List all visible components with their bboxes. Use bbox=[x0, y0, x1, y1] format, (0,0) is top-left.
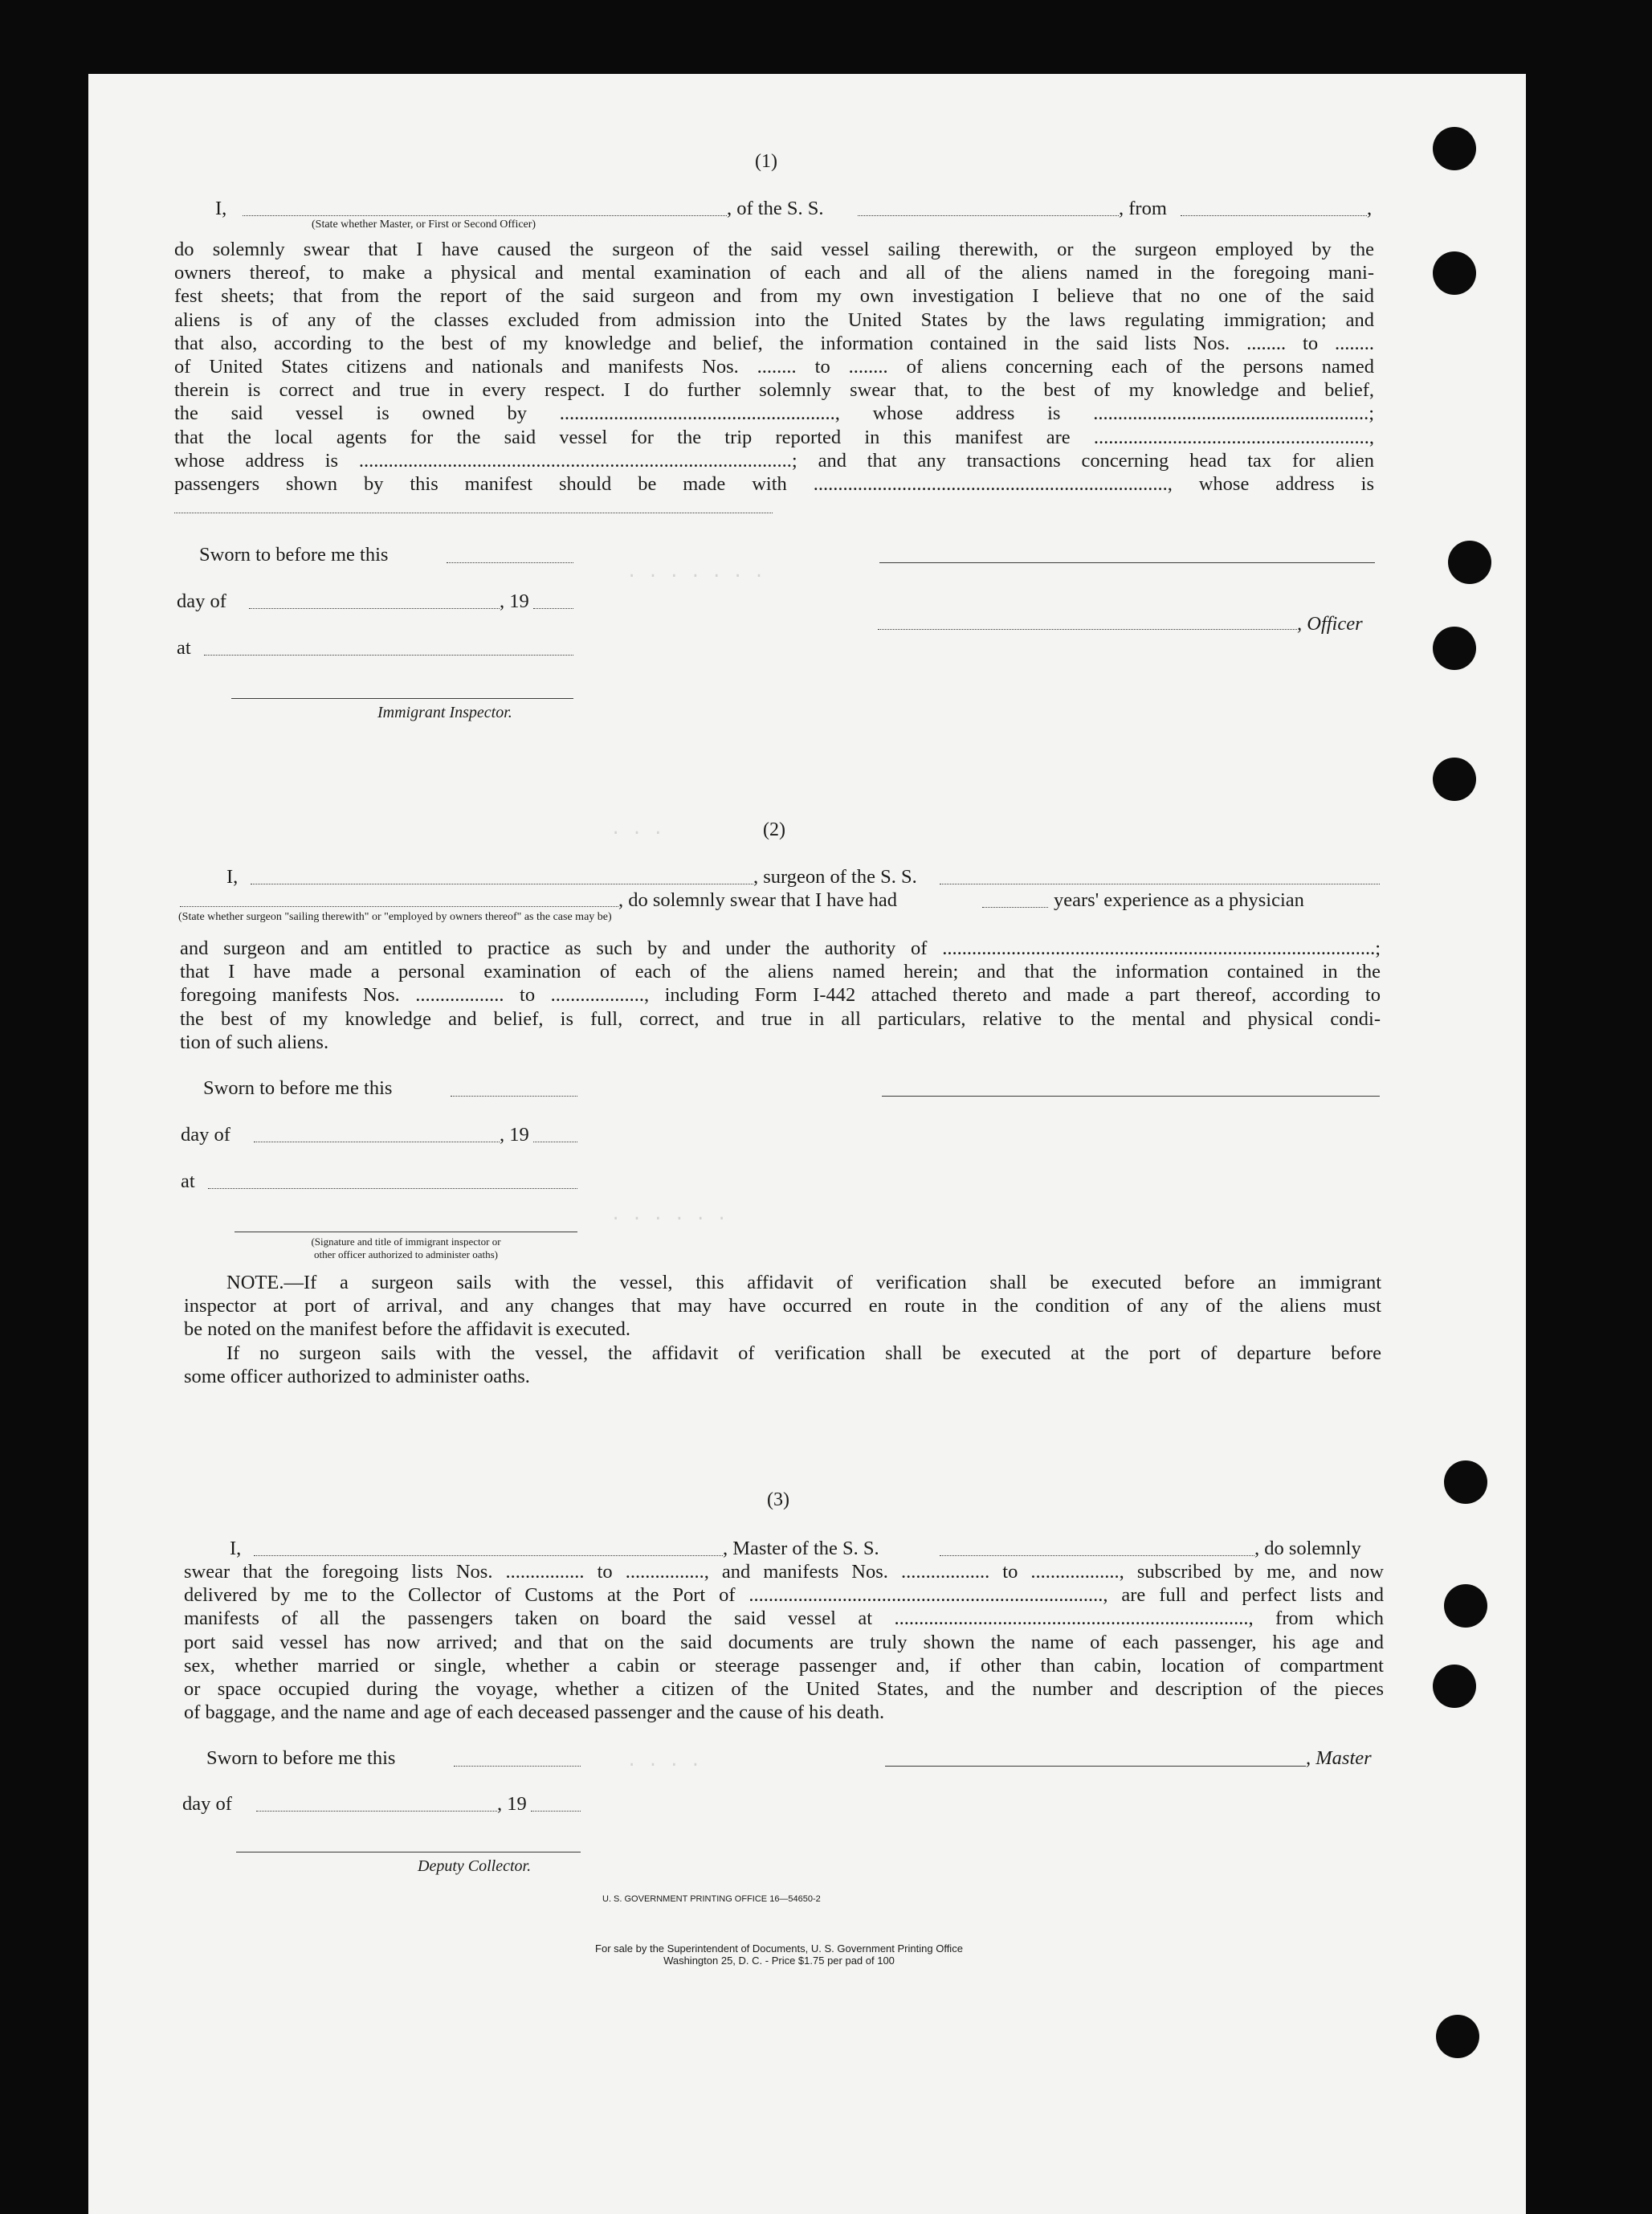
section-2-i: I, bbox=[226, 866, 239, 888]
bleed-through-text: . . . bbox=[610, 819, 664, 839]
binder-hole bbox=[1444, 1460, 1487, 1504]
officer-signature-line[interactable] bbox=[879, 562, 1375, 563]
section-1-of-ss: , of the S. S. bbox=[727, 198, 824, 219]
section-2-sworn: Sworn to before me this bbox=[203, 1077, 393, 1099]
section-1-from: , from bbox=[1119, 198, 1167, 219]
bleed-through-text: . . . . . . bbox=[610, 1205, 728, 1225]
surgeon-of-ss: , surgeon of the S. S. bbox=[753, 866, 917, 888]
section-1-sworn: Sworn to before me this bbox=[199, 544, 389, 566]
sale-notice: For sale by the Superintendent of Documents, U. S. Government Printing Office Washington 25, D. C. - Price $1.75 per pad of 100 bbox=[595, 1942, 963, 1967]
section-3-last-line: of baggage, and the name and age of each deceased passenger and the cause of his death. bbox=[184, 1701, 885, 1723]
binder-hole bbox=[1444, 1584, 1487, 1628]
section-3-year-field[interactable] bbox=[531, 1811, 581, 1812]
section-3-sworn-field[interactable] bbox=[454, 1766, 581, 1767]
section-1-at-field[interactable] bbox=[204, 655, 573, 656]
section-1-i: I, bbox=[215, 198, 227, 219]
master-signature-line[interactable] bbox=[885, 1766, 1306, 1767]
surgeon-swear-text: , do solemnly swear that I have had bbox=[618, 889, 897, 911]
binder-hole bbox=[1433, 1665, 1476, 1708]
section-2-at-field[interactable] bbox=[208, 1188, 577, 1189]
master-of-ss: , Master of the S. S. bbox=[723, 1538, 879, 1559]
vessel-name-field[interactable] bbox=[858, 215, 1119, 216]
master-caption: (State whether Master, or First or Second Officer) bbox=[312, 219, 536, 231]
section-2-sworn-field[interactable] bbox=[451, 1096, 577, 1097]
officer-name-field[interactable] bbox=[878, 629, 1297, 630]
section-2-body: and surgeon and am entitled to practice as such by and under the authority of ........................................................................................; that I have made a personal examination of each of the aliens named herein; and that the information contained in the foregoing manifests Nos. .................. to ..................., including Form I-442 attached thereto and made a part thereof, according to the best of my knowledge and belief, is full, correct, and true in all particulars, relative to the mental and physical condi- bbox=[180, 937, 1381, 1030]
section-3-master-name-field[interactable] bbox=[254, 1555, 723, 1556]
section-3-day-of: day of bbox=[182, 1793, 232, 1815]
bleed-through-text: . . . . bbox=[626, 1751, 701, 1771]
surgeon-note-2: If no surgeon sails with the vessel, the affidavit of verification shall be executed at the port of departure before bbox=[226, 1342, 1381, 1364]
surgeon-note-2-last: some officer authorized to administer oaths. bbox=[184, 1366, 530, 1387]
section-1-year: , 19 bbox=[500, 590, 529, 612]
section-1-day-field[interactable] bbox=[249, 608, 500, 609]
officer-label: , Officer bbox=[1297, 613, 1363, 635]
deputy-collector-label: Deputy Collector. bbox=[418, 1857, 532, 1875]
immigrant-inspector-label: Immigrant Inspector. bbox=[377, 704, 512, 721]
section-2-last-line: tion of such aliens. bbox=[180, 1031, 329, 1053]
section-3-do-solemnly: , do solemnly bbox=[1254, 1538, 1361, 1559]
section-3-sworn: Sworn to before me this bbox=[206, 1747, 396, 1769]
master-label: , Master bbox=[1306, 1747, 1372, 1769]
section-2-day-of: day of bbox=[181, 1124, 230, 1146]
surgeon-caption: (State whether surgeon "sailing therewith" or "employed by owners thereof" as the case may be) bbox=[178, 911, 612, 923]
section-3-year: , 19 bbox=[497, 1793, 527, 1815]
departure-port-field[interactable] bbox=[1181, 215, 1367, 216]
binder-hole bbox=[1448, 541, 1491, 584]
printing-office-line: U. S. GOVERNMENT PRINTING OFFICE 16—54650-2 bbox=[602, 1894, 821, 1904]
binder-hole bbox=[1433, 627, 1476, 670]
inspector-signature-line[interactable] bbox=[231, 698, 573, 699]
binder-hole bbox=[1433, 251, 1476, 295]
section-2-at: at bbox=[181, 1170, 195, 1192]
years-experience-text: years' experience as a physician bbox=[1054, 889, 1304, 911]
section-1-sworn-field[interactable] bbox=[447, 562, 573, 563]
years-experience-field[interactable] bbox=[982, 907, 1048, 908]
section-3-number: (3) bbox=[767, 1489, 789, 1510]
section-2-year: , 19 bbox=[500, 1124, 529, 1146]
section-1-body: do solemnly swear that I have caused the surgeon of the said vessel sailing therewith, or the surgeon employed by the owners thereof, to make a physical and mental examination of each and all of the aliens named in the foregoing mani- fest sheets; that from the report of the said surgeon and from my own investigation I believe that no one of the said aliens is of any of the classes excluded from admission into the United States by the laws regulating immigration; and that also, according to the best of my knowledge and belief, the information contained in the said lists Nos. ........ to ........ of United States citizens and nationals and manifests Nos. ........ to ........ of aliens concerning each of the persons named therein is correct and true in every respect. I do further solemnly swear that, to the best of my knowledge and belief, the said vessel is owned by ........................................................, whose address is ........................................................; that the local agents for the said vessel for the trip reported in this manifest are ........................................................, whose address is ........................................................................................; and that any transactions concerning head tax for alien passengers shown by this manifest should be made with ........................................................................, whose address is bbox=[174, 239, 1374, 496]
bleed-through-text: . . . . . . . bbox=[626, 562, 765, 582]
binder-hole bbox=[1433, 127, 1476, 170]
section-3-body: swear that the foregoing lists Nos. ................ to ................, and manifests Nos. .................. to .................., subscribed by me, and now delivered by me to the Collector of Customs at the Port of ........................................................................, are full and perfect lists and manifests of all the passengers taken on board the said vessel at ........................................................................, from which port said vessel has now arrived; and that on the said documents are truly shown the name of each passenger, his age and sex, whether married or single, whether a cabin or steerage passenger and, if other than cabin, location of compartment or space occupied during the voyage, whether a citizen of the United States, and the number and description of the pieces bbox=[184, 1561, 1384, 1701]
master-name-field[interactable] bbox=[243, 215, 727, 216]
section-1-day-of: day of bbox=[177, 590, 226, 612]
section-1-number: (1) bbox=[755, 151, 777, 172]
surgeon-status-field[interactable] bbox=[180, 906, 618, 907]
surgeon-note-last: be noted on the manifest before the affidavit is executed. bbox=[184, 1318, 631, 1340]
signature-caption: (Signature and title of immigrant inspector or other officer authorized to administer oaths) bbox=[311, 1236, 501, 1260]
section-1-year-field[interactable] bbox=[533, 608, 573, 609]
binder-hole bbox=[1436, 2015, 1479, 2058]
section-3-i: I, bbox=[230, 1538, 242, 1559]
binder-hole bbox=[1433, 758, 1476, 801]
section-2-number: (2) bbox=[763, 819, 785, 840]
surgeon-signature-line[interactable] bbox=[882, 1096, 1380, 1097]
section-3-vessel-field[interactable] bbox=[940, 1555, 1254, 1556]
surgeon-note: NOTE.—If a surgeon sails with the vessel, this affidavit of verification shall be executed before an immigrant inspector at port of arrival, and any changes that may have occurred en route in the condition of any of the aliens must bbox=[184, 1272, 1381, 1317]
section-3-day-field[interactable] bbox=[256, 1811, 497, 1812]
comma: , bbox=[1367, 198, 1373, 219]
section-1-at: at bbox=[177, 637, 191, 659]
